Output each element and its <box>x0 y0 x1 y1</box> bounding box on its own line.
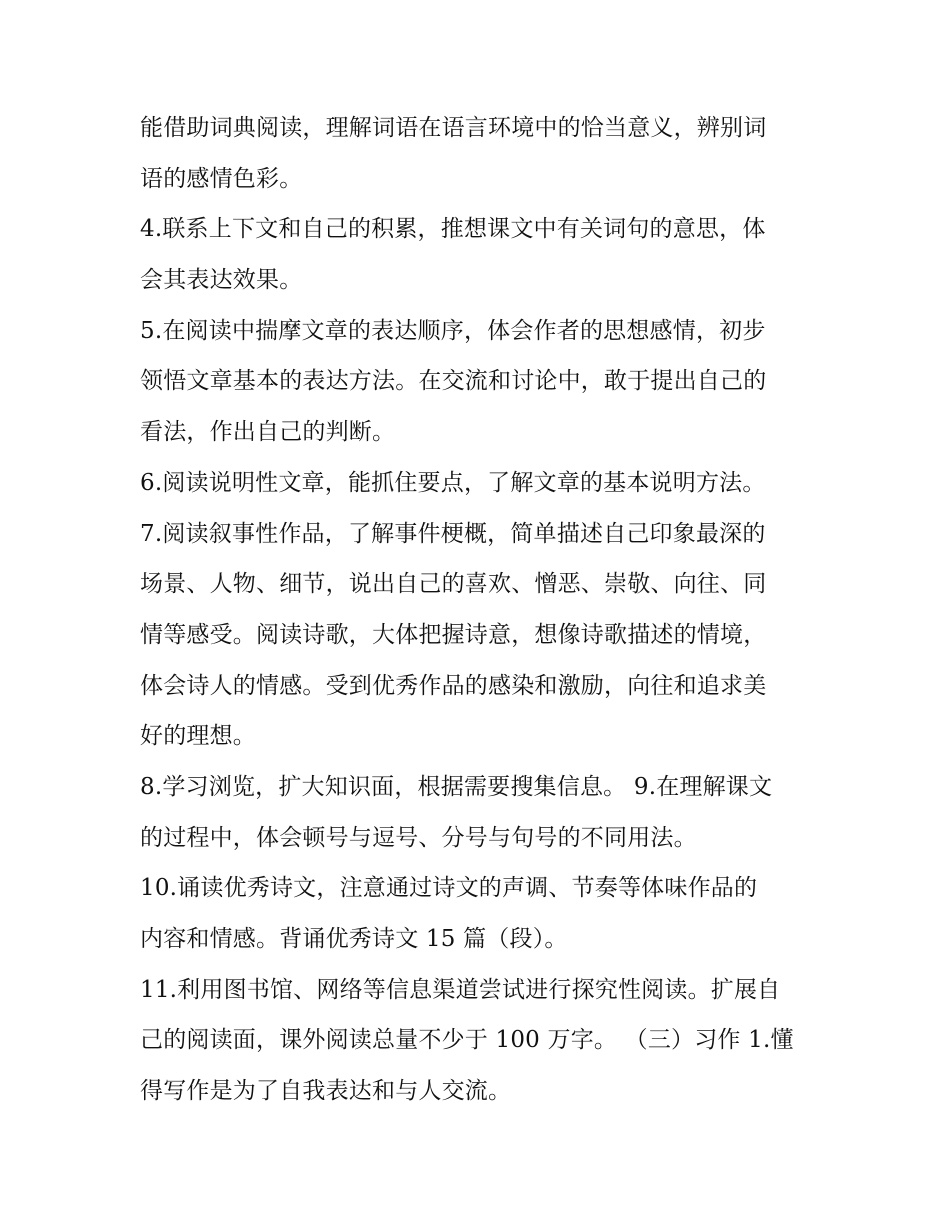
text-line: 的过程中，体会顿号与逗号、分号与句号的不同用法。 <box>140 824 697 851</box>
text-line: 领悟文章基本的表达方法。在交流和讨论中，敢于提出自己的 <box>140 368 767 395</box>
text-line: 内容和情感。背诵优秀诗文 15 篇（段）。 <box>140 926 568 952</box>
text-line: 得写作是为了自我表达和与人交流。 <box>140 1078 512 1105</box>
text-line: 语的感情色彩。 <box>140 165 303 192</box>
text-line: 能借助词典阅读，理解词语在语言环境中的恰当意义，辨别词 <box>140 115 767 141</box>
text-line: 8.学习浏览，扩大知识面，根据需要搜集信息。 9.在理解课文 <box>140 773 773 800</box>
text-line: 5.在阅读中揣摩文章的表达顺序，体会作者的思想感情，初步 <box>140 317 766 344</box>
text-line: 场景、人物、细节，说出自己的喜欢、憎恶、崇敬、向往、同 <box>140 571 767 598</box>
text-line: 会其表达效果。 <box>140 267 303 294</box>
text-line: 情等感受。阅读诗歌，大体把握诗意，想像诗歌描述的情境， <box>140 621 767 648</box>
text-line: 7.阅读叙事性作品，了解事件梗概，简单描述自己印象最深的 <box>140 520 766 547</box>
text-line: 看法，作出自己的判断。 <box>140 419 396 446</box>
text-line: 4.联系上下文和自己的积累，推想课文中有关词句的意思，体 <box>140 216 766 243</box>
text-line: 己的阅读面，课外阅读总量不少于 100 万字。 （三）习作 1.懂 <box>140 1027 794 1054</box>
text-line: 好的理想。 <box>140 723 256 750</box>
text-line: 10.诵读优秀诗文，注意通过诗文的声调、节奏等体味作品的 <box>140 875 758 902</box>
document-body <box>140 103 815 1117</box>
text-line: 体会诗人的情感。受到优秀作品的感染和激励，向往和追求美 <box>140 672 767 699</box>
text-line: 6.阅读说明性文章，能抓住要点，了解文章的基本说明方法。 <box>140 469 766 496</box>
text-line: 11.利用图书馆、网络等信息渠道尝试进行探究性阅读。扩展自 <box>140 976 781 1003</box>
